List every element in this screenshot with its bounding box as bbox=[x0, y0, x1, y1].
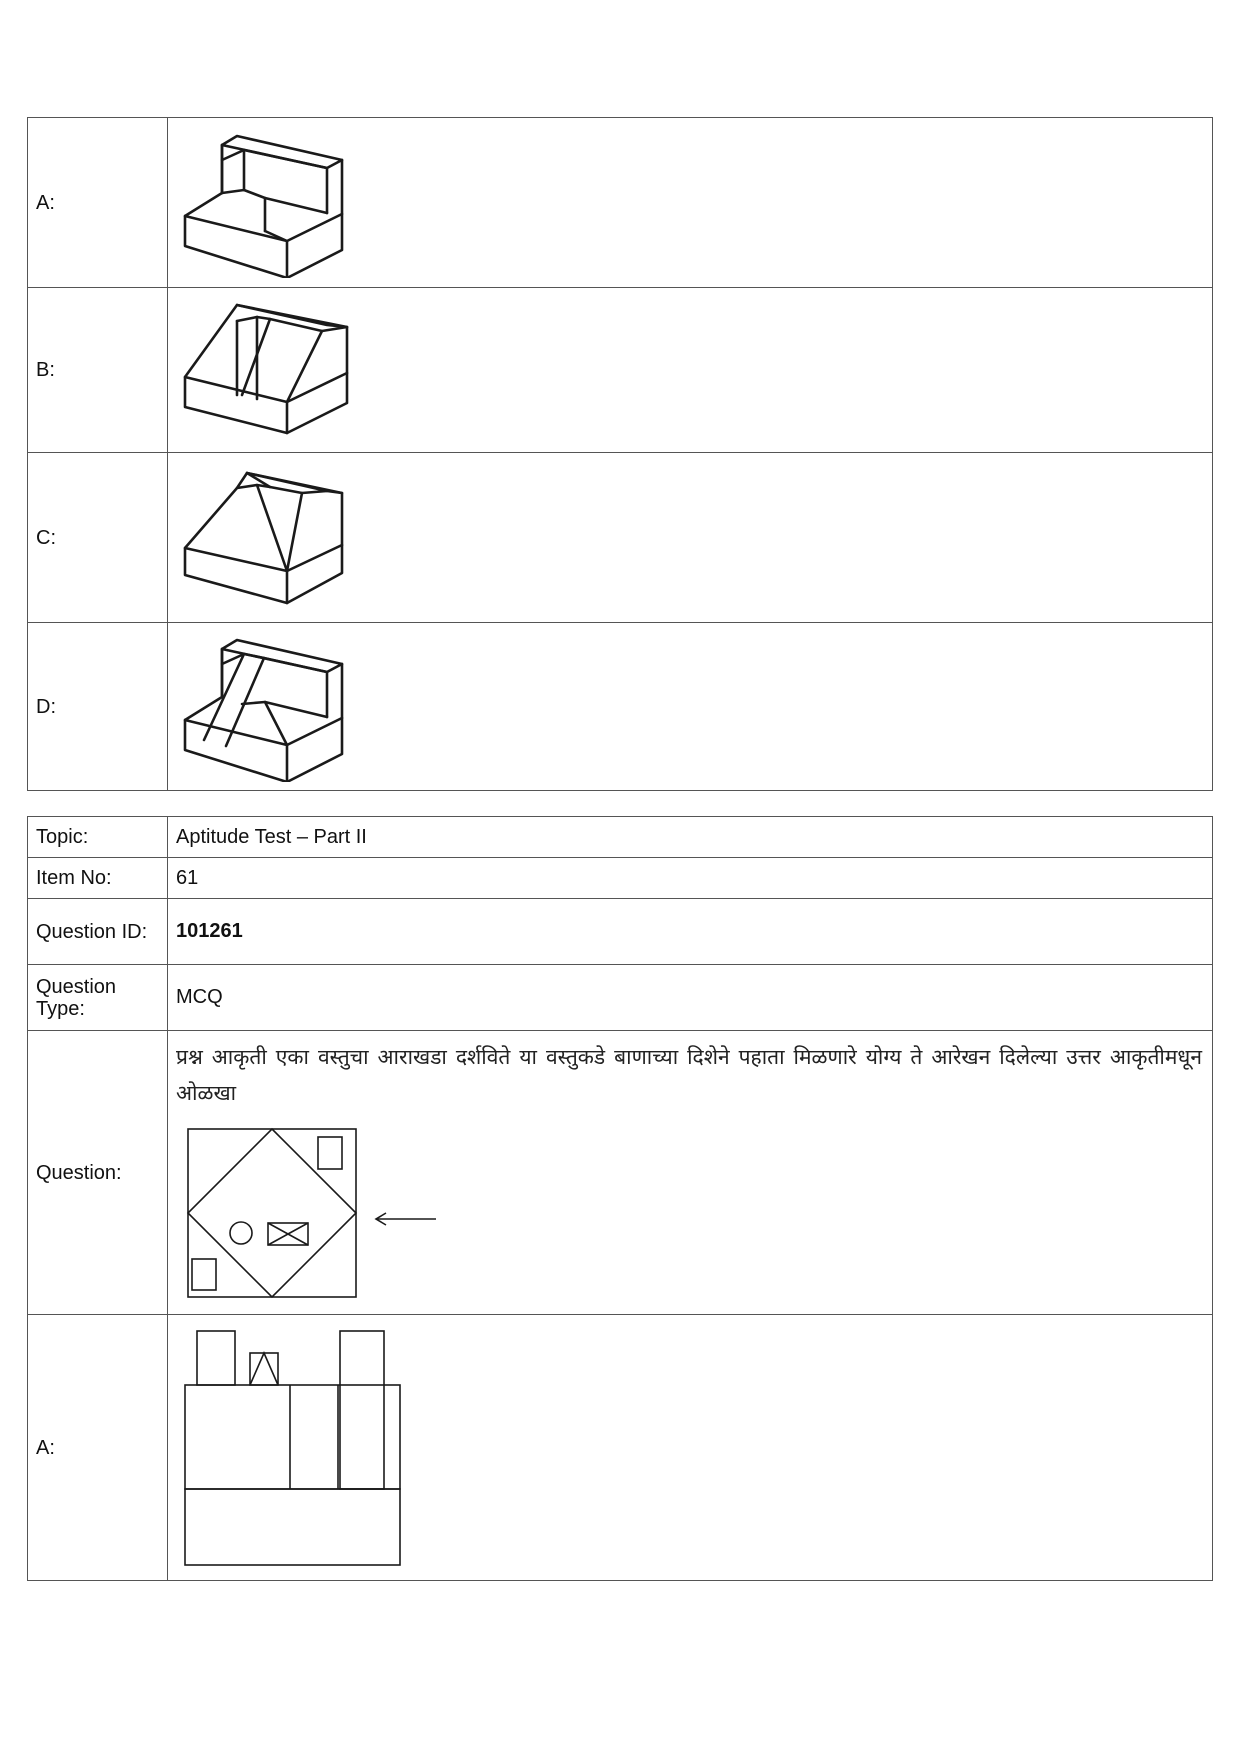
option-row-c bbox=[28, 453, 1213, 623]
question-id-value: 101261 bbox=[168, 899, 1213, 965]
isometric-block-d-figure bbox=[182, 632, 357, 782]
answer-figure-cell-a bbox=[168, 1315, 1213, 1581]
answer-label-a: A: bbox=[28, 1315, 168, 1581]
question-id-label: Question ID: bbox=[28, 899, 168, 965]
topic-value: Aptitude Test – Part II bbox=[168, 817, 1213, 858]
question-text: प्रश्न आकृती एका वस्तुचा आराखडा दर्शविते या वस्तुकडे बाणाच्या दिशेने पहाता मिळणारे योग्य ते आरेखन दिलेल्या उत्तर आकृतीमधून ओळखा bbox=[176, 1045, 1202, 1105]
isometric-block-b-figure bbox=[182, 295, 357, 445]
isometric-block-a-figure bbox=[182, 128, 357, 278]
elevation-view-a-figure bbox=[182, 1323, 412, 1573]
option-figure-d bbox=[168, 623, 1213, 791]
options-table-top bbox=[27, 117, 1213, 791]
topic-label: Topic: bbox=[28, 817, 168, 858]
option-row-d bbox=[28, 623, 1213, 791]
plan-view-figure bbox=[186, 1113, 486, 1303]
item-no-row bbox=[28, 858, 1213, 899]
option-label: B: bbox=[28, 288, 168, 453]
option-label: D: bbox=[28, 623, 168, 791]
option-label: C: bbox=[28, 453, 168, 623]
question-type-row bbox=[28, 965, 1213, 1031]
option-row-a bbox=[28, 118, 1213, 288]
question-row bbox=[28, 1031, 1213, 1315]
option-figure-c bbox=[168, 453, 1213, 623]
option-label: A: bbox=[28, 118, 168, 288]
item-no-value: 61 bbox=[168, 858, 1213, 899]
topic-row bbox=[28, 817, 1213, 858]
question-type-value: MCQ bbox=[168, 965, 1213, 1031]
isometric-block-c-figure bbox=[182, 463, 357, 613]
option-figure-b bbox=[168, 288, 1213, 453]
question-type-label: Question Type: bbox=[28, 965, 168, 1031]
option-figure-a bbox=[168, 118, 1213, 288]
question-cell bbox=[168, 1031, 1213, 1315]
option-row-b bbox=[28, 288, 1213, 453]
answer-row-a bbox=[28, 1315, 1213, 1581]
question-table bbox=[27, 816, 1213, 1581]
question-label: Question: bbox=[28, 1031, 168, 1315]
item-no-label: Item No: bbox=[28, 858, 168, 899]
question-id-row bbox=[28, 899, 1213, 965]
